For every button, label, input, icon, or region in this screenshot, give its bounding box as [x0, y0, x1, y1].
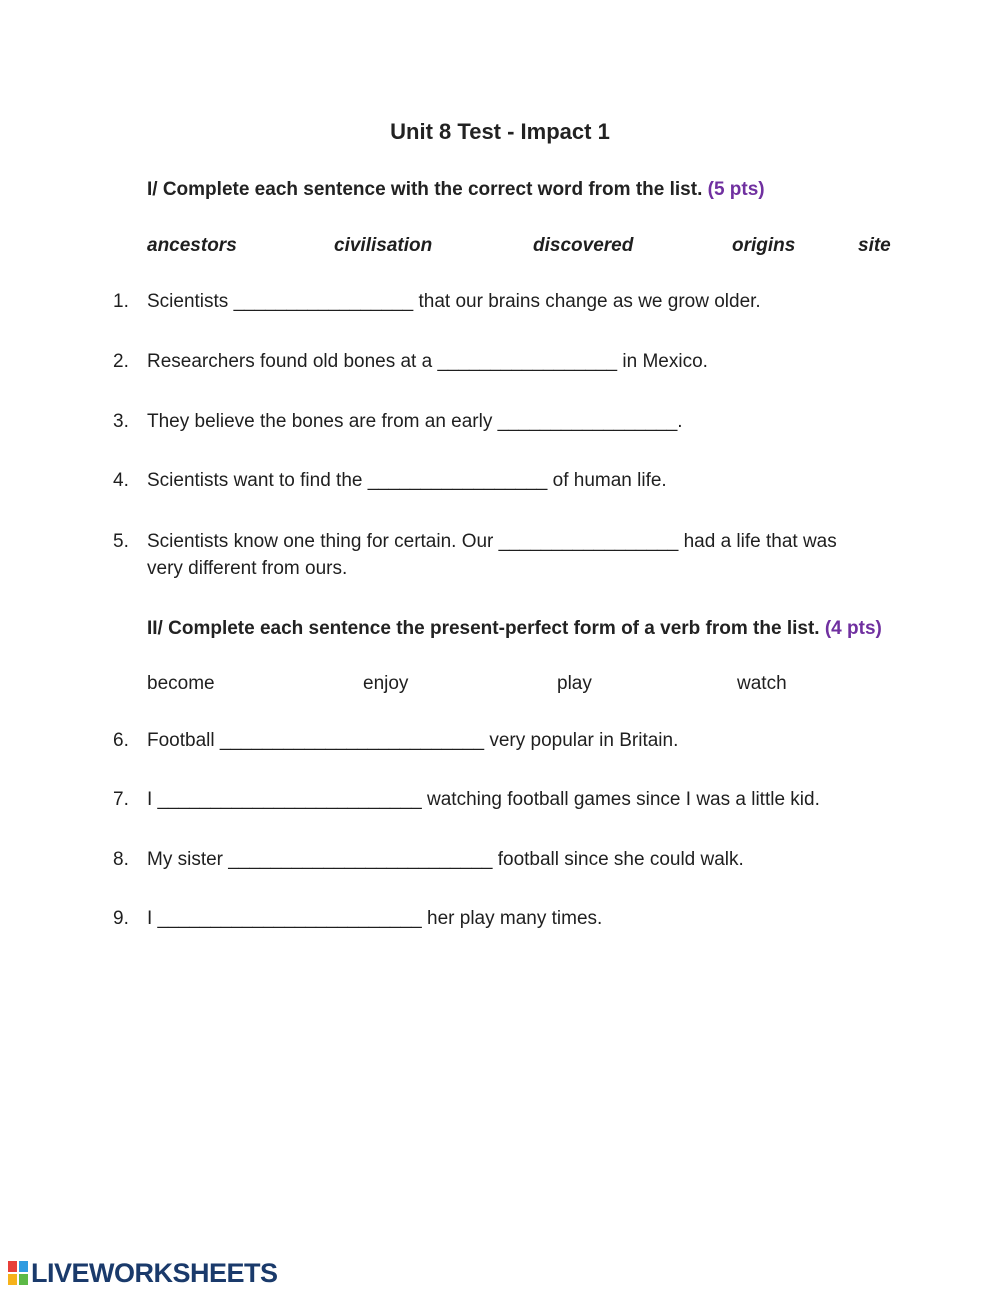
question-item [113, 288, 761, 315]
word-bank-item: site [858, 235, 891, 256]
section-2-instruction [147, 618, 882, 640]
word-bank-item: ancestors [147, 235, 237, 256]
logo-square [19, 1274, 28, 1285]
section-1-points: (5 pts) [707, 179, 765, 200]
section-1-instruction [147, 179, 765, 201]
question-item [113, 905, 602, 932]
word-bank-item: origins [732, 235, 796, 256]
logo-square [8, 1261, 17, 1272]
question-number: 4. [113, 470, 129, 491]
question-number: 3. [113, 411, 129, 432]
question-text: They believe the bones are from an early _________________. [147, 411, 683, 432]
question-text: I _________________________ watching football games since I was a little kid. [147, 789, 820, 810]
question-text: I _________________________ her play many times. [147, 908, 603, 929]
question-number: 7. [113, 789, 129, 810]
word-bank-item: play [557, 673, 592, 694]
logo-mark-icon [8, 1261, 28, 1285]
logo-square [19, 1261, 28, 1272]
word-bank-item: civilisation [334, 235, 433, 256]
question-number: 1. [113, 291, 129, 312]
word-bank-item: enjoy [363, 673, 409, 694]
question-number: 2. [113, 351, 129, 372]
question-text: Researchers found old bones at a _________________ in Mexico. [147, 351, 708, 372]
question-text: Scientists _________________ that our brains change as we grow older. [147, 291, 761, 312]
question-text: Scientists know one thing for certain. Our _________________ had a life that was [147, 531, 837, 552]
section-2-points: (4 pts) [824, 618, 882, 639]
question-item [113, 528, 837, 582]
question-text: Scientists want to find the _________________ of human life. [147, 470, 667, 491]
question-item [113, 727, 678, 754]
question-number: 6. [113, 730, 129, 751]
question-text-continued: very different from ours. [147, 558, 348, 579]
word-bank-item: discovered [533, 235, 634, 256]
question-number: 9. [113, 908, 129, 929]
question-item [113, 348, 708, 375]
question-item [113, 467, 667, 494]
question-item [113, 408, 683, 435]
word-bank-item: become [147, 673, 215, 694]
question-number: 5. [113, 531, 129, 552]
question-item [113, 786, 820, 813]
section-2-instruction-text: II/ Complete each sentence the present-perfect form of a verb from the list. [147, 618, 820, 639]
question-text: Football _________________________ very popular in Britain. [147, 730, 679, 751]
question-number: 8. [113, 849, 129, 870]
logo-text: LIVEWORKSHEETS [31, 1257, 278, 1288]
question-item [113, 846, 744, 873]
word-bank-item: watch [737, 673, 787, 694]
page-title: Unit 8 Test - Impact 1 [390, 119, 610, 144]
liveworksheets-logo[interactable] [8, 1258, 278, 1288]
section-1-instruction-text: I/ Complete each sentence with the correct word from the list. [147, 179, 703, 200]
logo-square [8, 1274, 17, 1285]
question-text: My sister _________________________ football since she could walk. [147, 849, 744, 870]
